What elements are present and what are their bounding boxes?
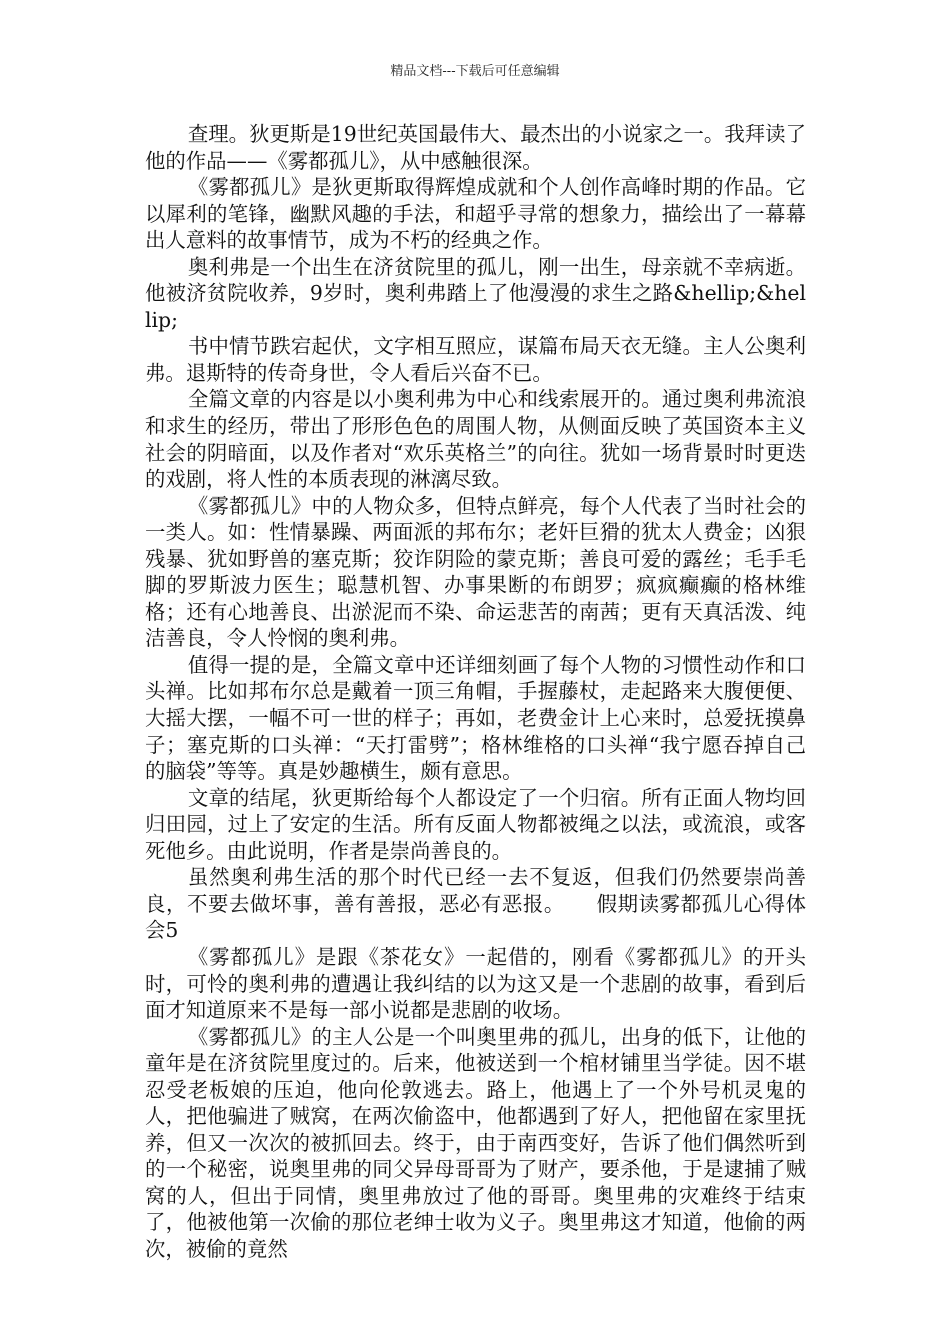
paragraph: 虽然奥利弗生活的那个时代已经一去不复返，但我们仍然要崇尚善良，不要去做坏事，善有善报，恶必有恶报。 假期读雾都孤儿心得体会5: [145, 865, 806, 943]
paragraph: 值得一提的是，全篇文章中还详细刻画了每个人物的习惯性动作和口头禅。比如邦布尔总是戴着一顶三角帽，手握藤杖，走起路来大腹便便、大摇大摆，一幅不可一世的样子；再如，老费金计上心来时，总爱抚摸鼻子；塞克斯的口头禅：“天打雷劈”；格林维格的口头禅“我宁愿吞掉自己的脑袋”等等。真是妙趣横生，颇有意思。: [145, 652, 806, 784]
page-header: 精品文档---下载后可任意编辑: [390, 64, 560, 79]
document-body: [145, 121, 806, 1263]
paragraph: 文章的结尾，狄更斯给每个人都设定了一个归宿。所有正面人物均回归田园，过上了安定的生活。所有反面人物都被绳之以法，或流浪，或客死他乡。由此说明，作者是崇尚善良的。: [145, 785, 806, 863]
paragraph: 《雾都孤儿》是狄更斯取得辉煌成就和个人创作高峰时期的作品。它以犀利的笔锋，幽默风趣的手法，和超乎寻常的想象力，描绘出了一幕幕出人意料的故事情节，成为不朽的经典之作。: [145, 175, 806, 253]
paragraph: 全篇文章的内容是以小奥利弗为中心和线索展开的。通过奥利弗流浪和求生的经历，带出了形形色色的周围人物，从侧面反映了英国资本主义社会的阴暗面，以及作者对“欢乐英格兰”的向往。犹如一场背景时时更迭的戏剧，将人性的本质表现的淋漓尽致。: [145, 387, 806, 492]
paragraph: 奥利弗是一个出生在济贫院里的孤儿，刚一出生，母亲就不幸病逝。他被济贫院收养，9岁时，奥利弗踏上了他漫漫的求生之路&hellip;&hellip;: [145, 254, 806, 332]
paragraph: 书中情节跌宕起伏，文字相互照应，谋篇布局天衣无缝。主人公奥利弗。退斯特的传奇身世，令人看后兴奋不已。: [145, 334, 806, 385]
paragraph: 查理。狄更斯是19世纪英国最伟大、最杰出的小说家之一。我拜读了他的作品——《雾都孤儿》，从中感触很深。: [145, 122, 806, 173]
paragraph: 《雾都孤儿》中的人物众多，但特点鲜亮，每个人代表了当时社会的一类人。如：性情暴躁、两面派的邦布尔；老奸巨猾的犹太人费金；凶狠残暴、犹如野兽的塞克斯；狡诈阴险的蒙克斯；善良可爱的露丝；毛手毛脚的罗斯波力医生；聪慧机智、办事果断的布朗罗；疯疯癫癫的格林维格；还有心地善良、出淤泥而不染、命运悲苦的南茜；更有天真活泼、纯洁善良，令人怜悯的奥利弗。: [145, 493, 806, 651]
paragraph: 《雾都孤儿》是跟《茶花女》一起借的，刚看《雾都孤儿》的开头时，可怜的奥利弗的遭遇让我纠结的以为这又是一个悲剧的故事，看到后面才知道原来不是每一部小说都是悲剧的收场。: [145, 944, 806, 1023]
paragraph: 《雾都孤儿》的主人公是一个叫奥里弗的孤儿，出身的低下，让他的童年是在济贫院里度过的。后来，他被送到一个棺材铺里当学徒。因不堪忍受老板娘的压迫，他向伦敦逃去。路上，他遇上了一个外号机灵鬼的人，把他骗进了贼窝，在两次偷盗中，他都遇到了好人，把他留在家里抚养，但又一次次的被抓回去。终于，由于南西变好，告诉了他们偶然听到的一个秘密，说奥里弗的同父异母哥哥为了财产，要杀他，于是逮捕了贼窝的人，但出于同情，奥里弗放过了他的哥哥。奥里弗的灾难终于结束了，他被他第一次偷的那位老绅士收为义子。奥里弗这才知道，他偷的两次，被偷的竟然: [145, 1024, 806, 1261]
